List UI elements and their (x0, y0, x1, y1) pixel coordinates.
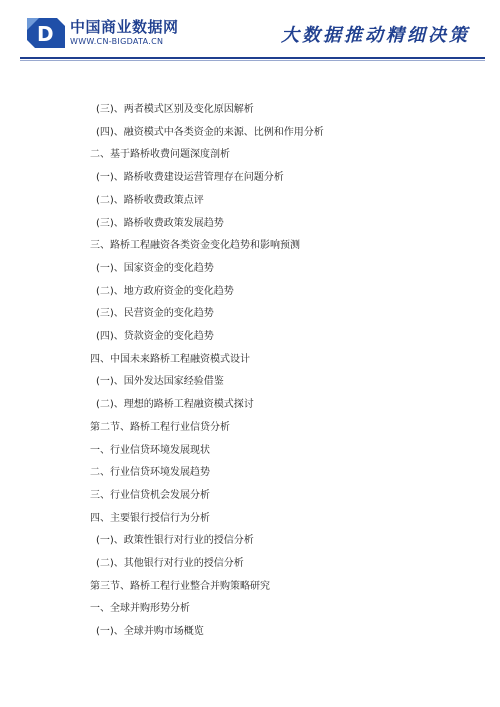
toc-entry: 二、基于路桥收费问题深度剖析 (90, 149, 230, 161)
page-header (0, 0, 500, 58)
toc-entry: 三、路桥工程融资各类资金变化趋势和影响预测 (90, 240, 300, 252)
toc-entry: 第三节、路桥工程行业整合并购策略研究 (90, 580, 270, 592)
toc-entry: (二)、路桥收费政策点评 (96, 194, 204, 206)
toc-entry: 第二节、路桥工程行业信贷分析 (90, 421, 230, 433)
logo-mark: D (37, 22, 54, 46)
toc-entry: (二)、地方政府资金的变化趋势 (96, 285, 234, 297)
toc-entry: 三、行业信贷机会发展分析 (90, 489, 210, 501)
toc-entry: (四)、贷款资金的变化趋势 (96, 331, 214, 342)
header-divider (20, 57, 485, 59)
toc-entry: (一)、国外发达国家经验借鉴 (96, 376, 224, 388)
toc-entry: 四、中国未来路桥工程融资模式设计 (90, 353, 250, 365)
toc-entry: 一、行业信贷环境发展现状 (90, 444, 210, 456)
toc-entry: (一)、路桥收费建设运营管理存在问题分析 (96, 172, 284, 184)
logo-text (70, 19, 179, 46)
toc-entry: 四、主要银行授信行为分析 (90, 512, 210, 524)
toc-entry: (一)、全球并购市场概览 (96, 626, 204, 638)
toc-entry: (一)、国家资金的变化趋势 (96, 262, 214, 274)
toc-entry: (四)、融资模式中各类资金的来源、比例和作用分析 (96, 126, 324, 138)
header-slogan: 大数据推动精细决策 (281, 25, 470, 46)
toc-entry: (二)、其他银行对行业的授信分析 (96, 558, 244, 569)
toc-entry: (三)、民营资金的变化趋势 (96, 308, 214, 320)
toc-entry: 一、全球并购形势分析 (90, 603, 190, 615)
toc-entry: (三)、两者模式区别及变化原因解析 (96, 104, 254, 115)
toc-entry: (三)、路桥收费政策发展趋势 (96, 217, 224, 229)
logo-url: WWW.CN-BIGDATA.CN (70, 37, 164, 46)
toc-entry: (一)、政策性银行对行业的授信分析 (96, 535, 254, 547)
toc-entry: 二、行业信贷环境发展趋势 (90, 467, 210, 479)
header-divider-thin (20, 60, 485, 61)
logo-icon (27, 18, 65, 48)
logo-title: 中国商业数据网 (70, 18, 179, 36)
toc-entry: (二)、理想的路桥工程融资模式探讨 (96, 399, 254, 411)
